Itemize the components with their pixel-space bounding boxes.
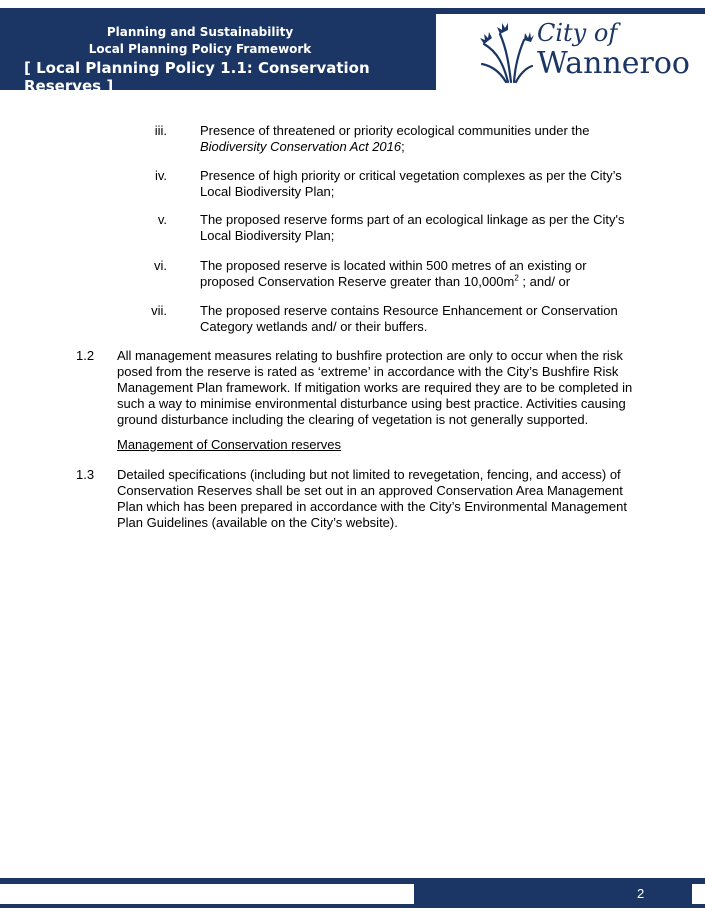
clause-line: Conservation Reserves shall be set out in an approved Conservation Area Management bbox=[117, 483, 623, 498]
kangaroo-paw-logo-icon bbox=[478, 22, 534, 84]
list-item-number: vii. bbox=[151, 303, 167, 318]
clause-text bbox=[117, 348, 637, 428]
list-item-line: The proposed reserve contains Resource Enhancement or Conservation bbox=[200, 303, 618, 318]
superscript: 2 bbox=[514, 273, 519, 283]
text-run: proposed Conservation Reserve greater than 10,000m bbox=[200, 274, 515, 289]
clause-number: 1.2 bbox=[76, 348, 95, 363]
list-item-line: Local Biodiversity Plan; bbox=[200, 184, 335, 199]
logo-city-of: City of bbox=[537, 19, 618, 47]
city-logo bbox=[436, 14, 705, 90]
logo-wanneroo: Wanneroo bbox=[537, 46, 690, 81]
list-item-number: iii. bbox=[154, 123, 167, 138]
clause-line: such a way to minimise environmental disturbance using best practice. Activities causing bbox=[117, 396, 626, 411]
clause-line: Plan which has been prepared in accordance with the City’s Environmental Management bbox=[117, 499, 627, 514]
act-title: Biodiversity Conservation Act 2016 bbox=[200, 139, 402, 154]
header-framework: Local Planning Policy Framework bbox=[88, 42, 312, 56]
clause-line: All management measures relating to bushfire protection are only to occur when the risk bbox=[117, 348, 623, 363]
section-heading: Management of Conservation reserves bbox=[117, 437, 342, 452]
page-header bbox=[0, 8, 705, 95]
clause-number: 1.3 bbox=[76, 467, 95, 482]
list-item-line bbox=[200, 139, 405, 155]
list-item-line bbox=[200, 274, 570, 290]
page-number: 2 bbox=[637, 886, 645, 901]
clause-line: posed from the reserve is rated as ‘extreme’ in accordance with the City’s Bushfire Risk bbox=[117, 364, 619, 379]
list-item-line: Local Biodiversity Plan; bbox=[200, 228, 335, 243]
footer-divider bbox=[0, 884, 414, 904]
list-item-line: Presence of threatened or priority ecological communities under the bbox=[200, 123, 590, 138]
page-footer bbox=[0, 878, 705, 908]
list-item-number: vi. bbox=[154, 258, 167, 273]
clause-text bbox=[117, 467, 637, 531]
clause-line: Detailed specifications (including but not limited to revegetation, fencing, and access) of bbox=[117, 467, 621, 482]
punctuation: ; bbox=[401, 139, 405, 154]
list-item-line: Category wetlands and/ or their buffers. bbox=[200, 319, 428, 334]
list-item-number: v. bbox=[157, 212, 167, 227]
text-run: ; and/ or bbox=[518, 274, 571, 289]
header-department: Planning and Sustainability bbox=[106, 25, 294, 39]
list-item-line: Presence of high priority or critical vegetation complexes as per the City’s bbox=[200, 168, 622, 183]
list-item-line: The proposed reserve is located within 500 metres of an existing or bbox=[200, 258, 587, 273]
list-item-line: The proposed reserve forms part of an ecological linkage as per the City's bbox=[200, 212, 625, 227]
list-item-number: iv. bbox=[154, 168, 167, 183]
header-title-block bbox=[0, 8, 400, 95]
clause-line: Management Plan framework. If mitigation works are required they are to be completed in bbox=[117, 380, 633, 395]
header-policy-title: [ Local Planning Policy 1.1: Conservation Reserves ] bbox=[24, 59, 370, 95]
clause-line: Plan Guidelines (available on the City’s website). bbox=[117, 515, 398, 530]
clause-line: ground disturbance including the clearing of vegetation is not generally supported. bbox=[117, 412, 589, 427]
footer-divider bbox=[692, 884, 705, 904]
